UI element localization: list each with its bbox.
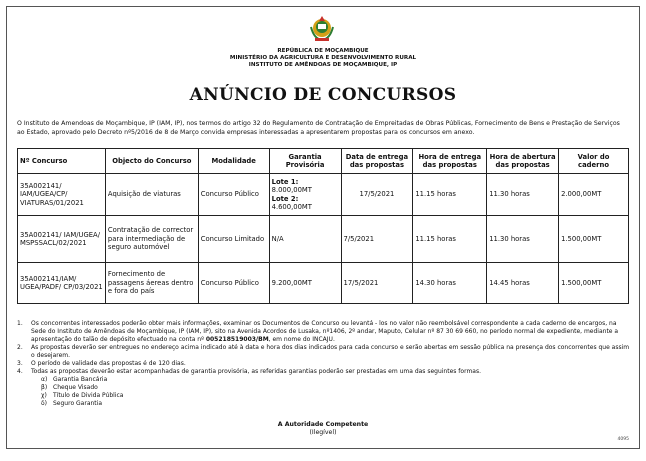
- col-header-number: Nº Concurso: [18, 149, 106, 174]
- col-header-delivery-date: Data de entrega das propostas: [341, 149, 413, 174]
- note-text: O período de validade das propostas é de 120 dias.: [31, 360, 186, 367]
- tender-value: 2.000,00MT: [559, 174, 629, 216]
- tender-mode: Concurso Público: [198, 174, 269, 216]
- tender-object: Contratação de corrector para intermediação de seguro automóvel: [105, 216, 198, 263]
- table-row: [18, 174, 629, 216]
- note-number: 2.: [17, 344, 23, 351]
- tender-delivery-date: 7/5/2021: [341, 216, 413, 263]
- lot1-value: 8.000,00MT: [271, 186, 312, 194]
- guarantee-option: [17, 392, 631, 400]
- col-header-value: Valor do caderno: [559, 149, 629, 174]
- tender-guarantee: N/A: [269, 216, 341, 263]
- col-header-guarantee: Garantia Provisória: [269, 149, 341, 174]
- note-number: 3.: [17, 360, 23, 367]
- note-text: Os concorrentes interessados poderão obter mais informações, examinar os Documentos de Concurso ou levantá - los no valor não reembolsável correspondente a cada caderno de encargos, na Sede do Instituto de Amêndoas de Moçambique, IP (IAM, IP), sito na Avenida Acordos de Lusaka, nº1406, 2º andar, Maputo, Celular nº 87 30 69 660, no período normal de expediente, mediante a apresentação do talão de depósito efectuado na conta nº: [31, 320, 619, 343]
- table-row: [18, 263, 629, 304]
- table-header-row: [18, 149, 629, 174]
- page-title: ANÚNCIO DE CONCURSOS: [189, 85, 457, 105]
- tender-mode: Concurso Limitado: [198, 216, 269, 263]
- lot2-value: 4.600,00MT: [271, 203, 312, 211]
- note-item: [17, 320, 631, 344]
- tender-opening-time: 14.45 horas: [487, 263, 559, 304]
- col-header-object: Objecto do Concurso: [105, 149, 198, 174]
- header-institute: INSTITUTO DE AMÊNDOAS DE MOÇAMBIQUE, IP: [248, 62, 398, 68]
- note-text: As propostas deverão ser entregues no endereço acima indicado até à data e hora dos dias indicados para cada concurso e serão abertas em sessão pública na presença dos concorrentes que assim o desejarem.: [31, 344, 630, 359]
- tender-delivery-time: 11.15 horas: [413, 216, 487, 263]
- option-letter: δ): [41, 400, 48, 407]
- tender-value: 1.500,00MT: [559, 263, 629, 304]
- announcement-page: [6, 6, 640, 449]
- guarantee-option: [17, 384, 631, 392]
- tender-delivery-time: 14.30 horas: [413, 263, 487, 304]
- note-item: [17, 344, 631, 360]
- tender-delivery-date: 17/5/2021: [341, 263, 413, 304]
- tender-opening-time: 11.30 horas: [487, 216, 559, 263]
- option-letter: α): [41, 376, 48, 383]
- tender-object: Aquisição de viaturas: [105, 174, 198, 216]
- option-text: Garantia Bancária: [53, 376, 108, 383]
- lot1-label: Lote 1:: [271, 177, 299, 186]
- tender-guarantee: 9.200,00MT: [269, 263, 341, 304]
- note-number: 4.: [17, 368, 23, 375]
- tenders-table: [17, 148, 629, 304]
- note-item: [17, 360, 631, 368]
- note-number: 1.: [17, 320, 23, 327]
- tender-number: 35A002141/ IAM/UGEA/CP/ VIATURAS/01/2021: [18, 174, 106, 216]
- option-letter: χ): [41, 392, 47, 399]
- reference-code: 4095: [617, 437, 629, 442]
- option-text: Cheque Visado: [53, 384, 98, 391]
- account-number: 005218519003/BM: [205, 336, 269, 343]
- tender-delivery-time: 11.15 horas: [413, 174, 487, 216]
- tender-mode: Concurso Público: [198, 263, 269, 304]
- tender-number: 35A002141/IAM/ UGEA/PADF/ CP/03/2021: [18, 263, 106, 304]
- tender-object: Fornecimento de passagens áereas dentro e fora do país: [105, 263, 198, 304]
- national-emblem-icon: [308, 13, 336, 43]
- col-header-delivery-time: Hora de entrega das propostas: [413, 149, 487, 174]
- note-text: Todas as propostas deverão estar acompanhadas de garantia provisória, as referidas garantias poderão ser prestadas em uma das seguintes formas.: [31, 368, 482, 375]
- guarantee-option: [17, 376, 631, 384]
- tender-value: 1.500,00MT: [559, 216, 629, 263]
- signature-title: A Autoridade Competente: [277, 421, 369, 428]
- signature-name: (Ilegível): [309, 429, 337, 436]
- header-ministry: MINISTÉRIO DA AGRICULTURA E DESENVOLVIMENTO RURAL: [229, 55, 417, 61]
- signature-block: [7, 421, 639, 437]
- option-letter: β): [41, 384, 48, 391]
- guarantee-option: [17, 400, 631, 408]
- option-text: Seguro Garantia: [53, 400, 102, 407]
- note-text-end: , em nome do INCAJU.: [268, 336, 335, 343]
- table-row: [18, 216, 629, 263]
- tender-opening-time: 11.30 horas: [487, 174, 559, 216]
- tender-number: 35A002141/ IAM/UGEA/ MSPSSACL/02/2021: [18, 216, 106, 263]
- notes-list: [17, 320, 631, 408]
- option-text: Título de Divida Pública: [53, 392, 124, 399]
- tender-guarantee: [269, 174, 341, 216]
- intro-paragraph: O Instituto de Amendoas de Moçambique, IP (IAM, IP), nos termos do artigo 32 do Regulamento de Contratação de Empreitadas de Obras Públicas, Fornecimento de Bens e Prestação de Serviços ao Estado, aprovado pelo Decreto nº5/2016 de 8 de Março convida empresas interessadas a apresentarem propostas para os concursos em anexo.: [17, 120, 620, 136]
- lot2-label: Lote 2:: [271, 194, 299, 203]
- col-header-mode: Modalidade: [198, 149, 269, 174]
- header-country: REPÚBLICA DE MOÇAMBIQUE: [277, 48, 369, 54]
- tender-delivery-date: 17/5/2021: [341, 174, 413, 216]
- note-item: [17, 368, 631, 376]
- col-header-opening-time: Hora de abertura das propostas: [487, 149, 559, 174]
